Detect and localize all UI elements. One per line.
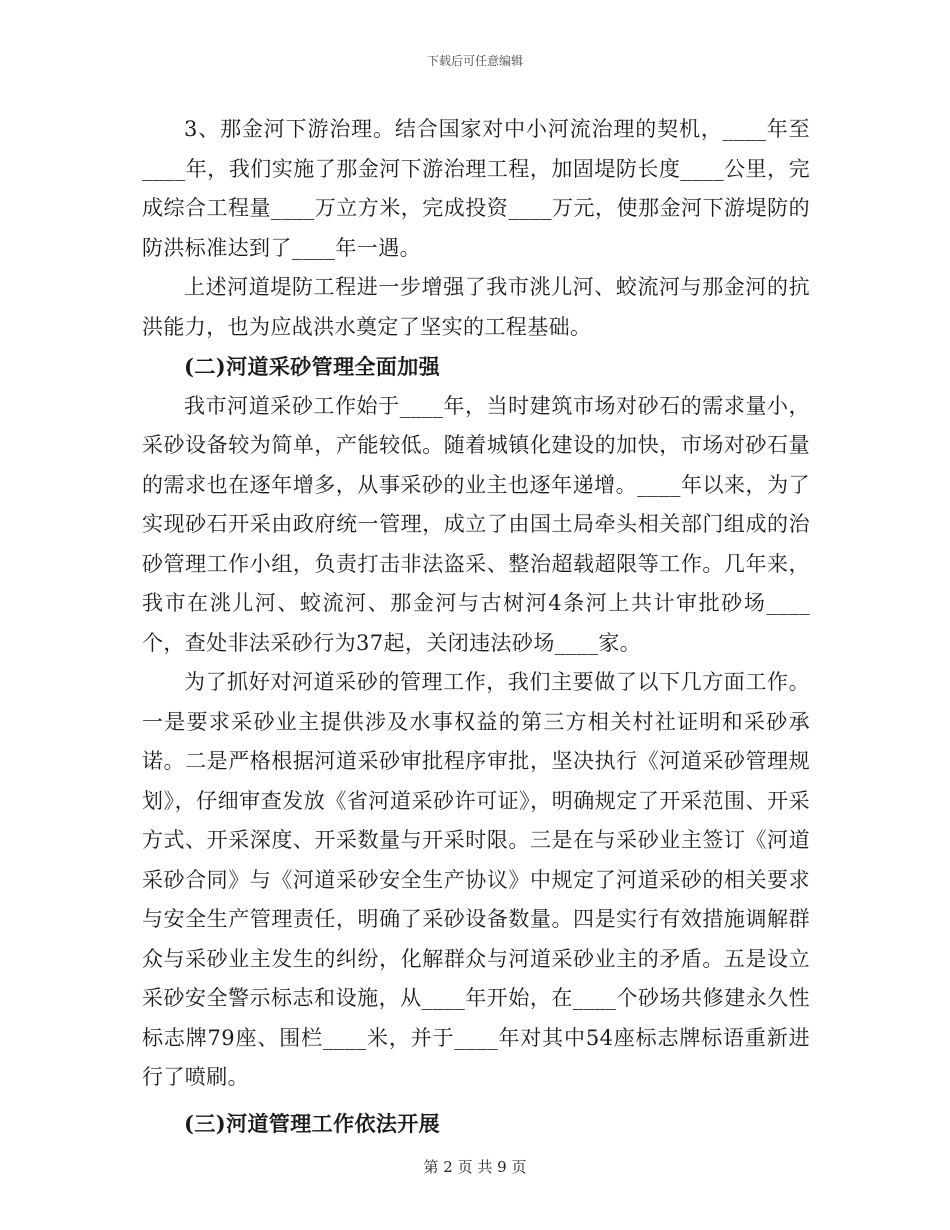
paragraph-sand-mining-measures: 为了抓好对河道采砂的管理工作，我们主要做了以下几方面工作。一是要求采砂业主提供涉及水事权益的第三方相关村社证明和采砂承诺。二是严格根据河道采砂审批程序审批，坚决执行《河道采砂管理规划》，仔细审查发放《省河道采砂许可证》，明确规定了开采范围、开采方式、开采深度、开采数量与开采时限。三是在与采砂业主签订《河道采砂合同》与《河道采砂安全生产协议》中规定了河道采砂的相关要求与安全生产管理责任，明确了采砂设备数量。四是实行有效措施调解群众与采砂业主发生的纠纷，化解群众与河道采砂业主的矛盾。五是设立采砂安全警示标志和设施，从____年开始，在____个砂场共修建永久性标志牌79座、围栏____米，并于____年对其中54座标志牌标语重新进行了喷刷。 [142,670,810,1089]
page-header: 下载后可任意编辑 [426,54,523,68]
section-heading-sand-mining: (二)河道采砂管理全面加强 [184,354,441,379]
document-body [142,110,810,1143]
section-heading-river-management: (三)河道管理工作依法开展 [184,1110,441,1136]
paragraph-embankment-summary: 上述河道堤防工程进一步增强了我市洮儿河、蛟流河与那金河的抗洪能力，也为应战洪水奠定了坚实的工程基础。 [142,275,810,339]
paragraph-sand-mining-history: 我市河道采砂工作始于____年，当时建筑市场对砂石的需求量小，采砂设备较为简单，产能较低。随着城镇化建设的加快，市场对砂石量的需求也在逐年增多，从事采砂的业主也逐年递增。____年以来，为了实现砂石开采由政府统一管理，成立了由国土局牵头相关部门组成的治砂管理工作小组，负责打击非法盗采、整治超载超限等工作。几年来，我市在洮儿河、蛟流河、那金河与古树河4条河上共计审批砂场____个，查处非法采砂行为37起，关闭违法砂场____家。 [142,393,810,655]
paragraph-downstream-governance: 3、那金河下游治理。结合国家对中小河流治理的契机，____年至____年，我们实施了那金河下游治理工程，加固堤防长度____公里，完成综合工程量____万立方米，完成投资____万元，使那金河下游堤防的防洪标准达到了____年一遇。 [142,117,810,260]
page-footer: 第 2 页 共 9 页 [423,1158,527,1176]
